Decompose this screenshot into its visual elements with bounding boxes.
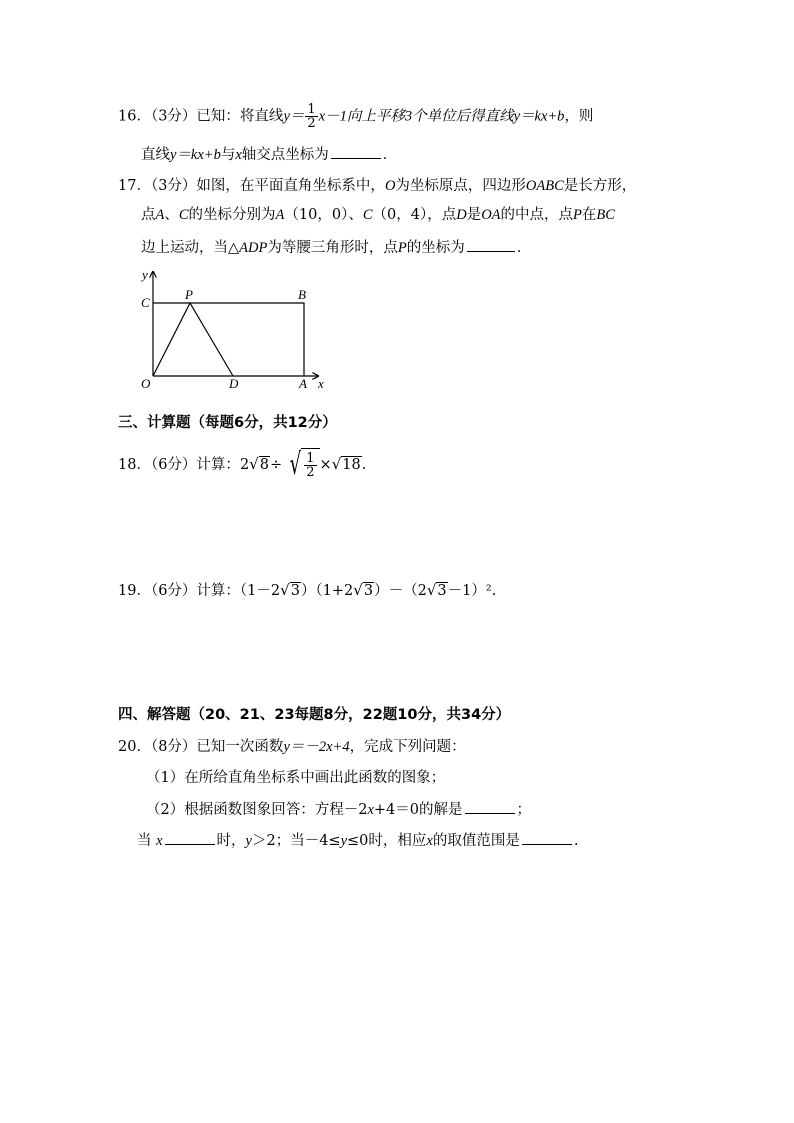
sqrt-half: √ $\frac{1}{2}$ [282,448,319,482]
q17-number: 17． [118,178,151,194]
q20-line1: 20．（8分）已知一次函数y＝－2x+4，完成下列问题： [118,739,466,755]
q20-part2: （2）根据函数图象回答：方程－2x+4＝0的解是 ； [146,799,531,820]
q17-line3: 边上运动，当△ADP为等腰三角形时，点P的坐标为 ． [141,237,531,258]
sqrt-18: √18 [331,455,361,473]
q20-part1: （1）在所给直角坐标系中画出此函数的图象； [146,770,446,786]
q16-fraction: $\frac{1}{2}$ [307,102,316,131]
label-A: A [299,376,307,391]
label-O: O [141,376,151,391]
q17-line2: 点A、C的坐标分别为A（10，0）、C（0，4），点D是OA的中点，点P在BC [141,207,615,223]
q19-number: 19． [118,583,151,599]
q18-line: 18．（6分）计算：2√8÷ √ $\frac{1}{2}$ ×√18. [118,447,367,482]
answer-blank[interactable] [522,830,572,845]
answer-blank[interactable] [465,799,515,814]
q19-line: 19．（6分）计算：（1－2√3）（1+2√3）－（2√3－1）². [118,581,497,599]
answer-blank[interactable] [331,144,381,159]
label-B: B [298,287,306,302]
sqrt-3: √3 [353,581,374,599]
sqrt-3: √3 [426,581,447,599]
answer-blank[interactable] [467,237,515,252]
section-4-heading: 四、解答题（20、21、23每题8分，22题10分，共34分） [118,707,511,723]
q20-part3: 当 x 时，y＞2；当－4≤y≤0时，相应x的取值范围是 . [137,830,578,851]
answer-blank[interactable] [165,830,215,845]
q20-number: 20． [118,739,151,755]
sqrt-8: √8 [249,455,269,473]
q16-line1: 16．（3分）已知：将直线y＝ $\frac{1}{2}$ x－1向上平移3个单位后得直线y＝kx+b，则 [118,102,594,131]
label-D: D [229,376,239,391]
q18-number: 18． [118,457,151,473]
label-x: x [318,376,324,391]
rectangle-OABC [153,303,304,376]
sqrt-3: √3 [280,581,300,599]
triangle-ADP [153,303,233,376]
section-3-heading: 三、计算题（每题6分，共12分） [118,415,337,431]
label-C: C [141,295,150,310]
q16-number: 16． [118,108,151,125]
label-y: y [142,268,148,282]
label-P: P [185,287,193,302]
q17-line1: 17．（3分）如图，在平面直角坐标系中，O为坐标原点，四边形OABC是长方形， [118,178,637,194]
q16-line2: 直线y＝kx+b与x轴交点坐标为 ． [141,144,397,165]
q17-figure [136,268,336,393]
